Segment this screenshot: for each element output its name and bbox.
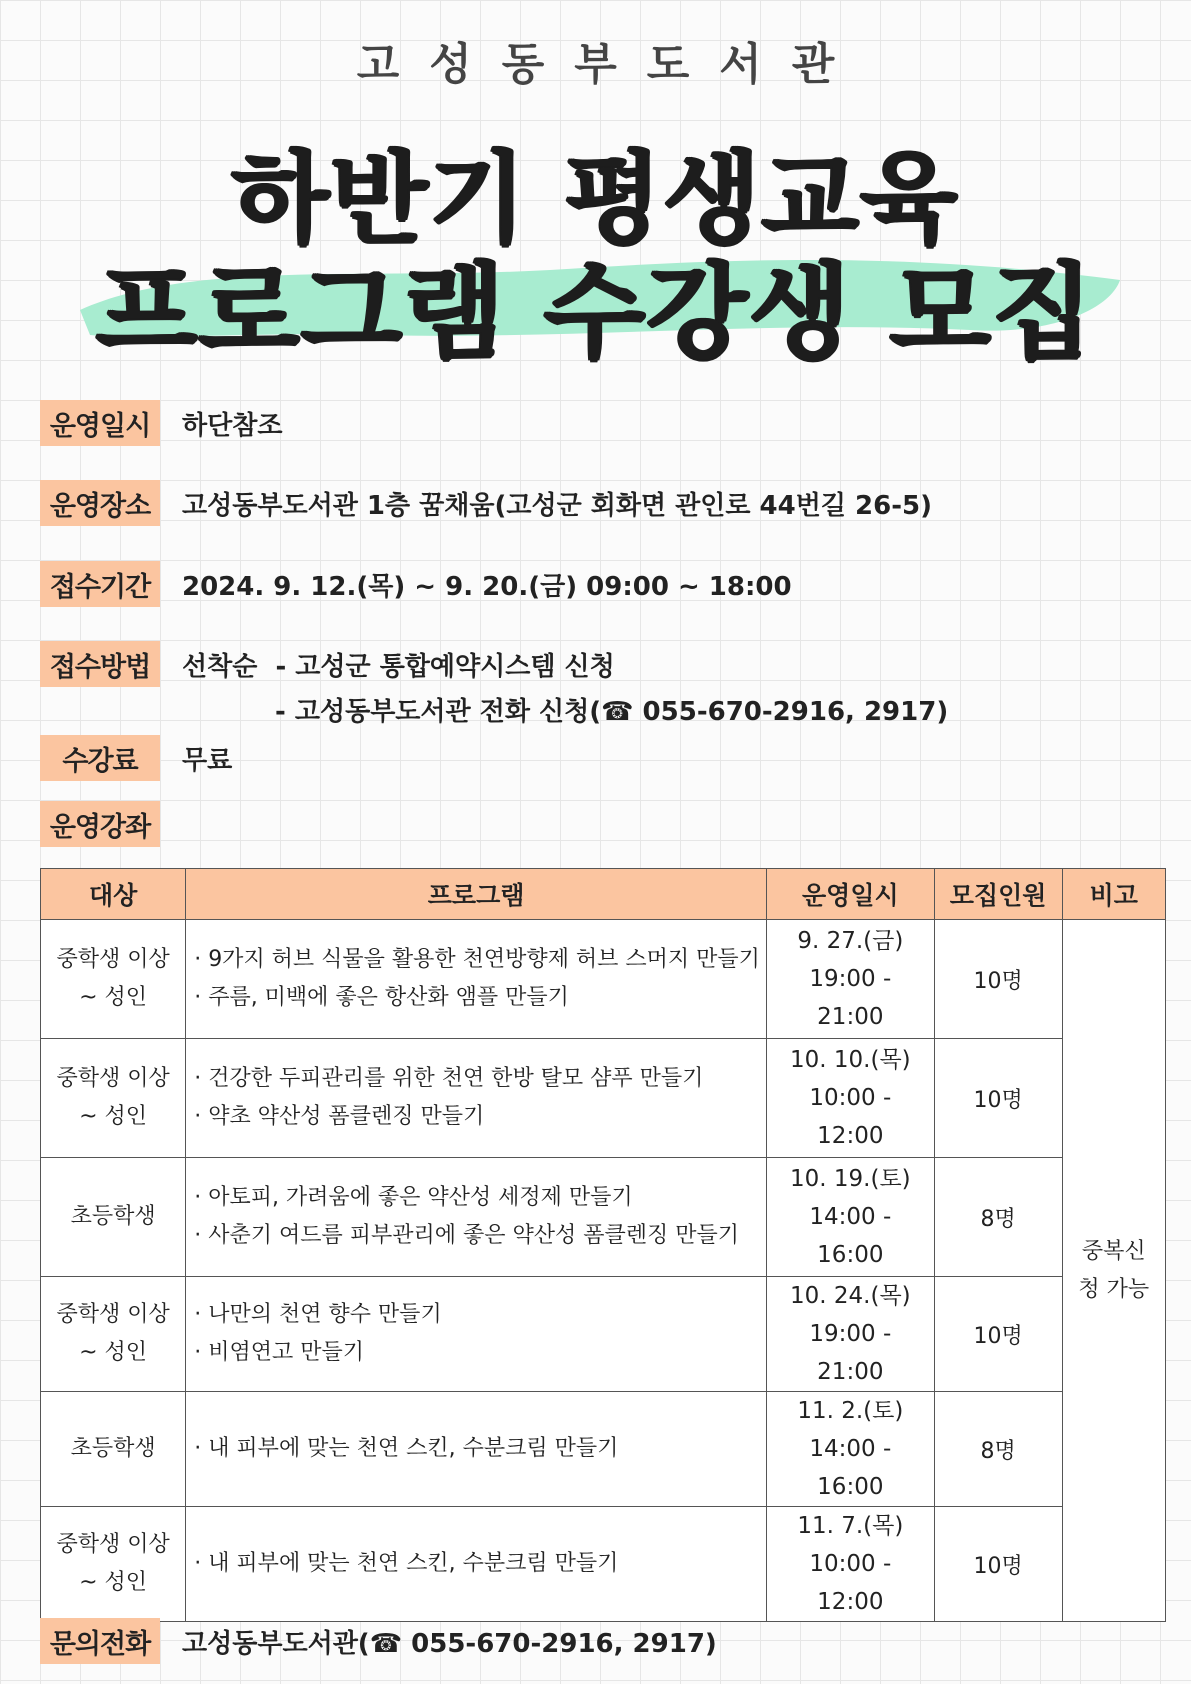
target-line: ~ 성인 (79, 985, 148, 1010)
table-row (41, 1392, 1166, 1507)
program-item: · 나만의 천연 향수 만들기 (194, 1302, 442, 1327)
info-courses (40, 801, 160, 847)
capacity-cell: 10명 (934, 920, 1062, 1039)
capacity-cell: 10명 (934, 1507, 1062, 1622)
target-cell (41, 1277, 186, 1392)
program-item: · 사춘기 여드름 피부관리에 좋은 약산성 폼클렌징 만들기 (194, 1223, 739, 1248)
schedule-cell (766, 1158, 934, 1277)
program-item: · 내 피부에 맞는 천연 스킨, 수분크림 만들기 (194, 1436, 619, 1461)
target-cell (41, 1039, 186, 1158)
schedule-date: 11. 2.(토) (797, 1398, 904, 1424)
header-program: 프로그램 (186, 869, 767, 920)
capacity-cell: 10명 (934, 1277, 1062, 1392)
schedule-cell (766, 920, 934, 1039)
program-cell (186, 1277, 767, 1392)
location-label: 운영장소 (40, 480, 160, 526)
target-line: 중학생 이상 (56, 1302, 170, 1327)
schedule-value: 하단참조 (182, 410, 283, 441)
period-label: 접수기간 (40, 561, 160, 607)
header-capacity: 모집인원 (934, 869, 1062, 920)
schedule-time: 19:00 - 21:00 (809, 1321, 892, 1385)
contact-label: 문의전화 (40, 1618, 160, 1664)
table-row (41, 1039, 1166, 1158)
target-line: ~ 성인 (79, 1570, 148, 1595)
schedule-time: 19:00 - 21:00 (809, 966, 892, 1030)
program-item: · 9가지 허브 식물을 활용한 천연방향제 허브 스머지 만들기 (194, 947, 760, 972)
method-line-1: 선착순 - 고성군 통합예약시스템 신청 (182, 651, 615, 682)
schedule-label: 운영일시 (40, 400, 160, 446)
courses-label: 운영강좌 (40, 801, 160, 847)
target-line: 중학생 이상 (56, 1066, 170, 1091)
title-line-2: 프로그램 수강생 모집 (96, 251, 1095, 373)
program-cell (186, 1039, 767, 1158)
schedule-date: 10. 24.(목) (790, 1283, 911, 1309)
target-line: 중학생 이상 (56, 947, 170, 972)
target-cell (41, 1507, 186, 1622)
target-line: 중학생 이상 (56, 1532, 170, 1557)
table-row (41, 1158, 1166, 1277)
course-table (40, 868, 1166, 1622)
header-schedule: 운영일시 (766, 869, 934, 920)
info-location (40, 480, 932, 526)
contact-value: 고성동부도서관(☎ 055-670-2916, 2917) (182, 1628, 717, 1659)
schedule-cell (766, 1277, 934, 1392)
program-item: · 주름, 미백에 좋은 항산화 앰플 만들기 (194, 985, 569, 1010)
schedule-date: 10. 19.(토) (790, 1166, 911, 1192)
period-value: 2024. 9. 12.(목) ~ 9. 20.(금) 09:00 ~ 18:00 (182, 571, 792, 602)
target-line: 초등학생 (70, 1204, 156, 1229)
fee-label: 수강료 (40, 735, 160, 781)
table-row (41, 920, 1166, 1039)
fee-value: 무료 (182, 745, 233, 776)
target-line: ~ 성인 (79, 1104, 148, 1129)
target-cell (41, 920, 186, 1039)
note-text: 중복신청 가능 (1078, 1238, 1150, 1302)
method-label: 접수방법 (40, 641, 160, 687)
info-fee (40, 735, 232, 781)
schedule-date: 9. 27.(금) (797, 928, 904, 954)
info-schedule (40, 400, 282, 446)
schedule-time: 10:00 - 12:00 (809, 1085, 892, 1149)
program-item: · 아토피, 가려움에 좋은 약산성 세정제 만들기 (194, 1185, 633, 1210)
program-item: · 건강한 두피관리를 위한 천연 한방 탈모 샴푸 만들기 (194, 1066, 704, 1091)
header-target: 대상 (41, 869, 186, 920)
table-row (41, 1277, 1166, 1392)
header-note: 비고 (1062, 869, 1165, 920)
schedule-time: 14:00 - 16:00 (809, 1436, 892, 1500)
target-cell (41, 1158, 186, 1277)
info-contact (40, 1618, 717, 1664)
schedule-time: 10:00 - 12:00 (809, 1551, 892, 1615)
table-header-row (41, 869, 1166, 920)
schedule-date: 11. 7.(목) (797, 1513, 904, 1539)
target-line: 초등학생 (70, 1436, 156, 1461)
program-cell (186, 920, 767, 1039)
schedule-date: 10. 10.(목) (790, 1047, 911, 1073)
program-item: · 내 피부에 맞는 천연 스킨, 수분크림 만들기 (194, 1551, 619, 1576)
location-value: 고성동부도서관 1층 꿈채움(고성군 회화면 관인로 44번길 26-5) (182, 490, 932, 521)
table-row (41, 1507, 1166, 1622)
schedule-cell (766, 1392, 934, 1507)
target-line: ~ 성인 (79, 1340, 148, 1365)
capacity-cell: 8명 (934, 1392, 1062, 1507)
program-cell (186, 1158, 767, 1277)
capacity-cell: 10명 (934, 1039, 1062, 1158)
schedule-time: 14:00 - 16:00 (809, 1204, 892, 1268)
capacity-cell: 8명 (934, 1158, 1062, 1277)
schedule-cell (766, 1039, 934, 1158)
info-method (40, 641, 615, 687)
note-cell (1062, 920, 1165, 1622)
program-cell (186, 1507, 767, 1622)
schedule-cell (766, 1507, 934, 1622)
target-cell (41, 1392, 186, 1507)
program-item: · 약초 약산성 폼클렌징 만들기 (194, 1104, 485, 1129)
program-item: · 비염연고 만들기 (194, 1340, 364, 1365)
program-cell (186, 1392, 767, 1507)
title-line-1: 하반기 평생교육 (231, 140, 959, 257)
library-name: 고성동부도서관 (356, 39, 865, 90)
info-period (40, 561, 792, 607)
method-line-2: - 고성동부도서관 전화 신청(☎ 055-670-2916, 2917) (275, 697, 949, 727)
